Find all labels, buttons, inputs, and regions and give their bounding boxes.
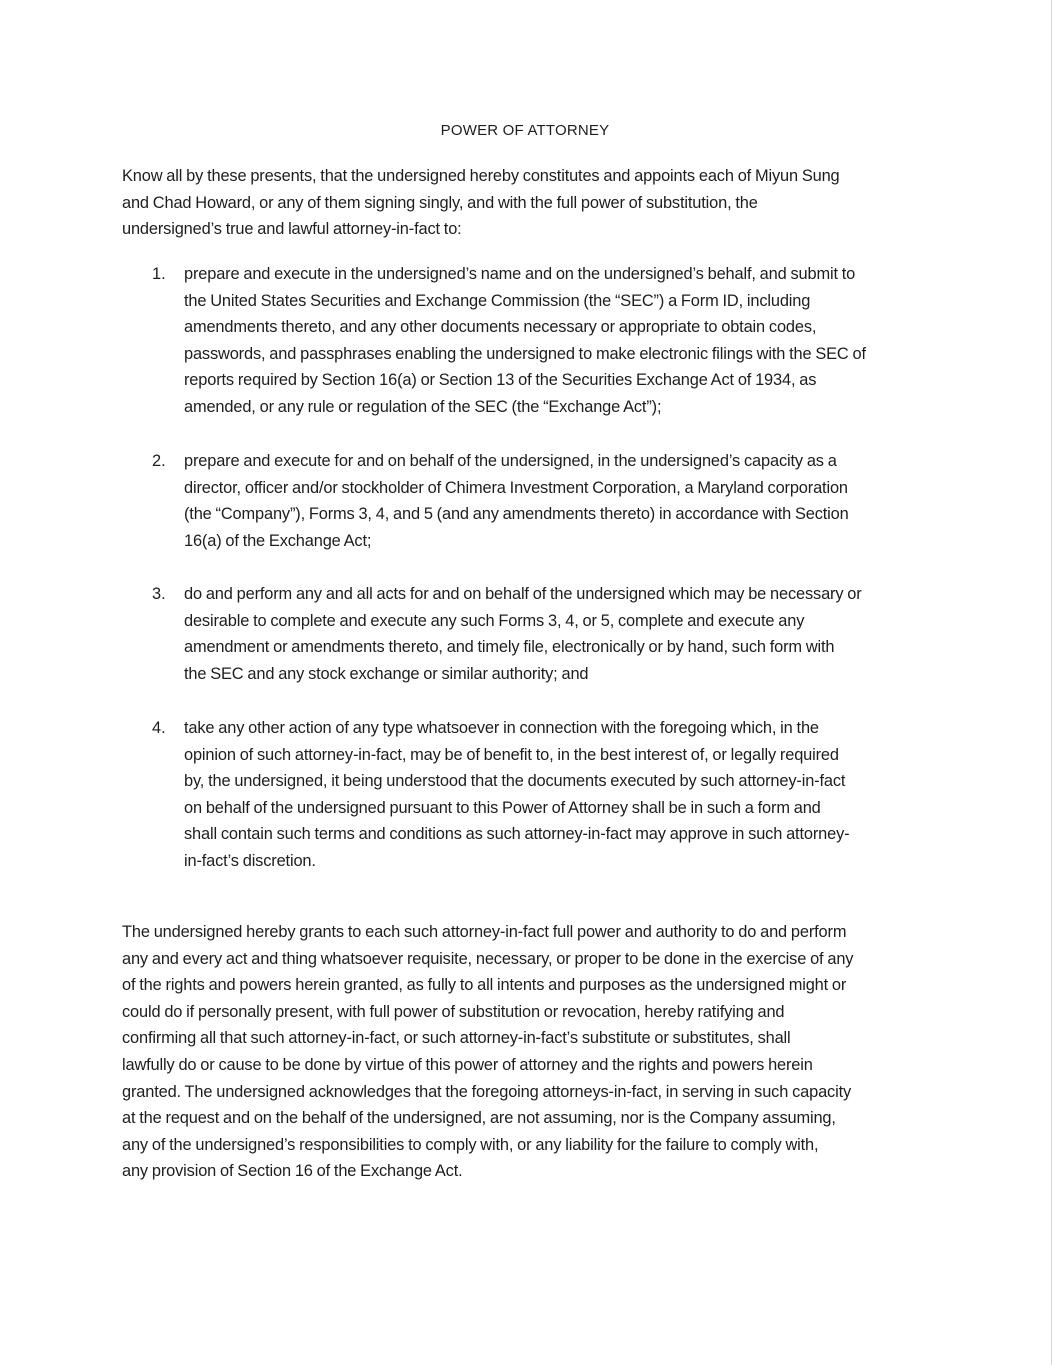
intro-line: undersigned’s true and lawful attorney-in-fact to: bbox=[122, 220, 462, 239]
list-line: prepare and execute for and on behalf of the undersigned, in the undersigned’s capacity as a bbox=[184, 452, 837, 470]
list-number: 1. bbox=[152, 265, 166, 283]
document-title: POWER OF ATTORNEY bbox=[440, 122, 610, 139]
list-item-text bbox=[184, 715, 944, 875]
list-number: 3. bbox=[152, 585, 166, 603]
list-item-text bbox=[184, 448, 944, 554]
closing-line: any and every act and thing whatsoever requisite, necessary, or proper to be done in the exercise of any bbox=[122, 949, 854, 968]
closing-line: lawfully do or cause to be done by virtue of this power of attorney and the rights and powers herein bbox=[122, 1055, 813, 1074]
list-line: desirable to complete and execute any such Forms 3, 4, or 5, complete and execute any bbox=[184, 611, 805, 630]
list-line: the United States Securities and Exchange Commission (the “SEC”) a Form ID, including bbox=[184, 291, 811, 310]
list-line: (the “Company”), Forms 3, 4, and 5 (and any amendments thereto) in accordance with Section bbox=[184, 505, 849, 524]
intro-line: Know all by these presents, that the undersigned hereby constitutes and appoints each of Miyun Sung bbox=[122, 167, 840, 185]
closing-line: any of the undersigned’s responsibilities to comply with, or any liability for the failure to comply with, bbox=[122, 1135, 819, 1154]
list-item-text bbox=[184, 261, 944, 421]
intro-paragraph bbox=[122, 163, 932, 243]
intro-line: and Chad Howard, or any of them signing singly, and with the full power of substitution, the bbox=[122, 193, 758, 212]
list-line: amendment or amendments thereto, and timely file, electronically or by hand, such form with bbox=[184, 638, 835, 657]
list-line: director, officer and/or stockholder of Chimera Investment Corporation, a Maryland corporation bbox=[184, 478, 848, 497]
list-line: take any other action of any type whatsoever in connection with the foregoing which, in the bbox=[184, 719, 819, 737]
list-line: 16(a) of the Exchange Act; bbox=[184, 531, 372, 550]
list-line: in-fact’s discretion. bbox=[184, 851, 316, 870]
closing-line: granted. The undersigned acknowledges that the foregoing attorneys-in-fact, in serving in such capacity bbox=[122, 1082, 852, 1101]
list-line: reports required by Section 16(a) or Section 13 of the Securities Exchange Act of 1934, as bbox=[184, 371, 817, 390]
list-line: passwords, and passphrases enabling the undersigned to make electronic filings with the SEC of bbox=[184, 344, 866, 363]
closing-line: any provision of Section 16 of the Exchange Act. bbox=[122, 1162, 463, 1181]
list-line: amended, or any rule or regulation of the SEC (the “Exchange Act”); bbox=[184, 397, 662, 416]
closing-paragraph bbox=[122, 919, 932, 1185]
closing-line: confirming all that such attorney-in-fact, or such attorney-in-fact’s substitute or substitutes, shall bbox=[122, 1029, 791, 1048]
list-line: on behalf of the undersigned pursuant to this Power of Attorney shall be in such a form and bbox=[184, 798, 821, 817]
list-line: amendments thereto, and any other documents necessary or appropriate to obtain codes, bbox=[184, 318, 817, 337]
closing-line: could do if personally present, with full power of substitution or revocation, hereby ratifying and bbox=[122, 1002, 785, 1021]
list-line: by, the undersigned, it being understood that the documents executed by such attorney-in-fact bbox=[184, 772, 846, 791]
list-line: the SEC and any stock exchange or similar authority; and bbox=[184, 664, 589, 683]
list-line: shall contain such terms and conditions as such attorney-in-fact may approve in such attorney- bbox=[184, 825, 850, 844]
list-line: prepare and execute in the undersigned’s name and on the undersigned’s behalf, and submit to bbox=[184, 265, 856, 283]
closing-line: The undersigned hereby grants to each such attorney-in-fact full power and authority to do and perform bbox=[122, 923, 847, 941]
list-item-text bbox=[184, 581, 944, 687]
list-line: opinion of such attorney-in-fact, may be of benefit to, in the best interest of, or legally required bbox=[184, 745, 839, 764]
closing-line: of the rights and powers herein granted, as fully to all intents and purposes as the undersigned might or bbox=[122, 976, 847, 995]
scan-edge-line bbox=[1051, 0, 1052, 1365]
list-number: 4. bbox=[152, 719, 166, 737]
list-number: 2. bbox=[152, 452, 166, 470]
closing-line: at the request and on the behalf of the undersigned, are not assuming, nor is the Company assuming, bbox=[122, 1109, 836, 1128]
list-line: do and perform any and all acts for and on behalf of the undersigned which may be necessary or bbox=[184, 585, 862, 603]
